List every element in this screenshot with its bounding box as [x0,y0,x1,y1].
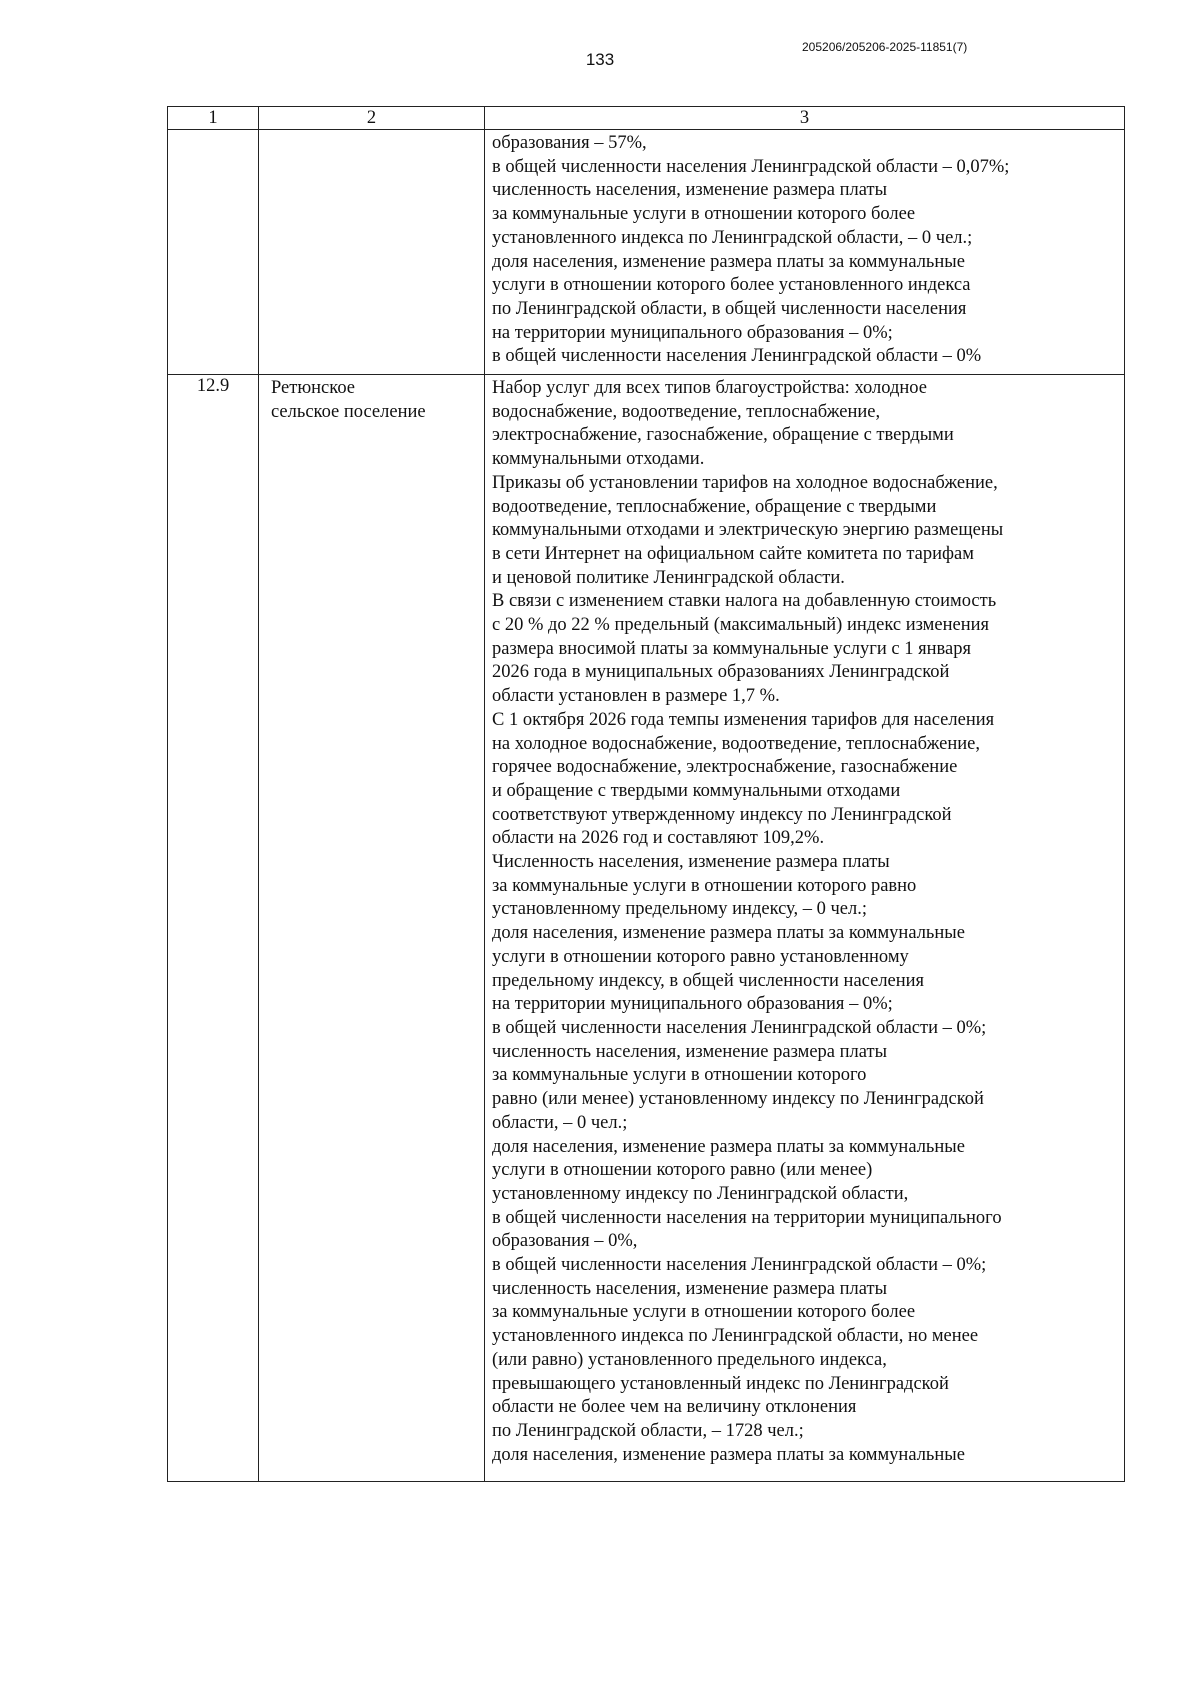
table-header-row [168,107,1125,130]
text-line: доля населения, изменение размера платы за коммунальные [492,1136,965,1157]
text-line: коммунальными отходами. [492,449,705,470]
table-row [168,375,1125,1482]
settlement-name-cell [259,375,485,1482]
text-line: коммунальными отходами и электрическую энергию размещены [492,520,1004,541]
description-cell [485,375,1125,1482]
text-line: Численность населения, изменение размера платы [492,852,890,873]
text-line: услуги в отношении которого равно установленному [492,946,909,967]
text-line: водоснабжение, водоотведение, теплоснабжение, [492,401,881,422]
text-line: установленного индекса по Ленинградской области, но менее [492,1326,979,1347]
text-line: образования – 57%, [492,133,647,153]
text-line: области не более чем на величину отклонения [492,1397,857,1418]
text-line: области, – 0 чел.; [492,1112,628,1133]
text-line: установленного индекса по Ленинградской области, – 0 чел.; [492,227,973,248]
text-line: горячее водоснабжение, электроснабжение, газоснабжение [492,757,958,778]
text-line: соответствуют утвержденному индексу по Ленинградской [492,804,952,825]
text-line: доля населения, изменение размера платы за коммунальные [492,251,965,272]
text-line: Приказы об установлении тарифов на холодное водоснабжение, [492,472,998,493]
text-line: численность населения, изменение размера платы [492,1041,887,1062]
text-line: на территории муниципального образования – 0%; [492,322,893,343]
text-line: услуги в отношении которого равно (или менее) [492,1160,873,1181]
text-line: водоотведение, теплоснабжение, обращение с твердыми [492,496,937,517]
row-number-cell: 12.9 [168,375,259,1482]
text-line: области на 2026 год и составляют 109,2%. [492,828,825,849]
table-row [168,130,1125,375]
row-number-cell [168,130,259,375]
text-line: С 1 октября 2026 года темпы изменения тарифов для населения [492,709,995,730]
text-line: (или равно) установленного предельного индекса, [492,1349,887,1370]
text-line: превышающего установленный индекс по Ленинградской [492,1373,949,1394]
text-line: за коммунальные услуги в отношении которого более [492,1302,916,1323]
description-cell [485,130,1125,375]
text-line: предельному индексу, в общей численности населения [492,970,925,991]
text-line: размера вносимой платы за коммунальные услуги с 1 января [492,638,971,659]
page-number: 133 [585,50,615,69]
text-line: установленному предельному индексу, – 0 чел.; [492,899,867,920]
text-line: В связи с изменением ставки налога на добавленную стоимость [492,591,997,612]
text-line: численность населения, изменение размера платы [492,1278,887,1299]
column-header-3: 3 [485,107,1125,130]
text-line: в общей численности населения Ленинградской области – 0%; [492,1255,987,1276]
text-line: за коммунальные услуги в отношении которого равно [492,875,917,896]
settlement-name-line: Ретюнское [271,378,356,398]
text-line: Набор услуг для всех типов благоустройства: холодное [492,378,927,398]
document-code: 205206/205206-2025-11851(7) [802,40,968,54]
column-header-2: 2 [259,107,485,130]
text-line: в общей численности населения Ленинградской области – 0% [492,346,982,367]
text-line: образования – 0%, [492,1231,638,1252]
text-line: за коммунальные услуги в отношении которого более [492,204,916,225]
text-line: в общей численности населения на территории муниципального [492,1207,1002,1228]
data-table [167,106,1125,1482]
text-line: области установлен в размере 1,7 %. [492,686,780,707]
text-line: в общей численности населения Ленинградской области – 0%; [492,1017,987,1038]
settlement-name-line: сельское поселение [271,401,426,422]
text-line: 2026 года в муниципальных образованиях Ленинградской [492,662,950,683]
text-line: на территории муниципального образования – 0%; [492,994,893,1015]
text-line: по Ленинградской области, в общей численности населения [492,298,967,319]
text-line: на холодное водоснабжение, водоотведение, теплоснабжение, [492,733,980,754]
text-line: с 20 % до 22 % предельный (максимальный) индекс изменения [492,615,990,636]
text-line: по Ленинградской области, – 1728 чел.; [492,1420,804,1441]
text-line: за коммунальные услуги в отношении которого [492,1065,867,1086]
text-line: равно (или менее) установленному индексу по Ленинградской [492,1089,984,1110]
text-line: в общей численности населения Ленинградской области – 0,07%; [492,156,1010,177]
column-header-1: 1 [168,107,259,130]
settlement-name-cell [259,130,485,375]
text-line: доля населения, изменение размера платы за коммунальные [492,923,965,944]
text-line: и обращение с твердыми коммунальными отходами [492,780,901,801]
text-line: и ценовой политике Ленинградской области. [492,567,845,588]
text-line: услуги в отношении которого более установленного индекса [492,275,971,296]
text-line: доля населения, изменение размера платы за коммунальные [492,1444,965,1465]
text-line: электроснабжение, газоснабжение, обращение с твердыми [492,425,954,446]
text-line: в сети Интернет на официальном сайте комитета по тарифам [492,543,974,564]
text-line: установленному индексу по Ленинградской области, [492,1183,909,1204]
text-line: численность населения, изменение размера платы [492,180,887,201]
